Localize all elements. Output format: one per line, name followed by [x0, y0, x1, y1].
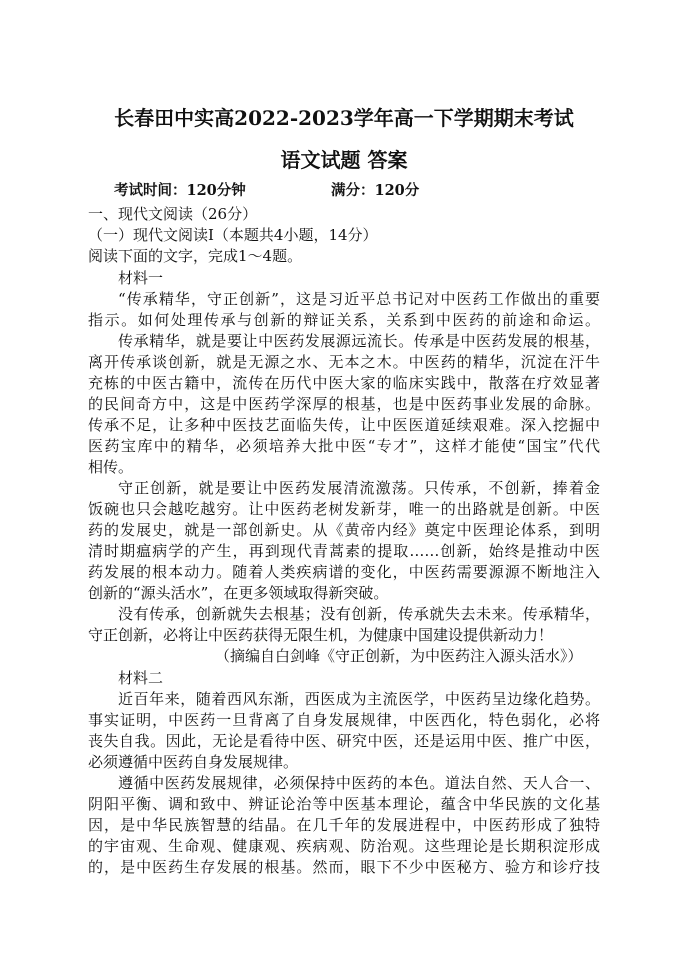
text-line: 守正创新，必将让中医药获得无限生机，为健康中国建设提供新动力！ — [88, 626, 554, 644]
text-line: 的宇宙观、生命观、健康观、疾病观、防治观。这些理论是长期积淀形成 — [88, 837, 600, 855]
document-subtitle: 语文试题 答案 — [280, 148, 408, 172]
text-line: “传承精华，守正创新”，这是习近平总书记对中医药工作做出的重要 — [118, 290, 600, 308]
text-line: 清时期瘟病学的产生，再到现代青蒿素的提取……创新，始终是推动中医 — [88, 542, 600, 560]
text-line: 创新的“源头活水”，在更多领域取得新突破。 — [88, 584, 389, 602]
text-line: 充栋的中医古籍中，流传在历代中医大家的临床实践中，散落在疗效显著 — [88, 374, 600, 392]
text-line: 因，是中华民族智慧的结晶。在几千年的发展进程中，中医药形成了独特 — [88, 816, 600, 834]
subsection-heading: （一）现代文阅读Ⅰ（本题共4小题，14分） — [88, 226, 378, 244]
text-line: 守正创新，就是要让中医药发展清流激荡。只传承，不创新，捧着金 — [118, 479, 600, 497]
text-line: 事实证明，中医药一旦背离了自身发展规律，中医西化，特色弱化，必将 — [88, 711, 600, 729]
text-line: 阴阳平衡、调和致中、辨证论治等中医基本理论，蕴含中华民族的文化基 — [88, 795, 600, 813]
text-line: 丧失自我。因此，无论是看待中医、研究中医，还是运用中医、推广中医， — [88, 732, 600, 750]
text-line: 近百年来，随着西风东渐，西医成为主流医学，中医药呈边缘化趋势。 — [118, 690, 600, 708]
text-line: 必须遵循中医药自身发展规律。 — [88, 753, 299, 771]
text-line: 传承精华，就是要让中医药发展源远流长。传承是中医药发展的根基， — [118, 332, 600, 350]
document-title: 长春田中实高2022-2023学年高一下学期期末考试 — [114, 106, 574, 130]
text-line: 遵循中医药发展规律，必须保持中医药的本色。道法自然、天人合一、 — [118, 774, 600, 792]
material-one-label: 材料一 — [118, 269, 164, 287]
section-heading: 一、现代文阅读（26分） — [88, 205, 258, 223]
text-line: 饭碗也只会越吃越穷。让中医药老树发新芽，唯一的出路就是创新。中医 — [88, 500, 600, 518]
text-line: 指示。如何处理传承与创新的辩证关系，关系到中医药的前途和命运。 — [88, 311, 600, 329]
reading-instruction: 阅读下面的文字，完成1～4题。 — [88, 247, 303, 265]
text-line: 没有传承，创新就失去根基；没有创新，传承就失去未来。传承精华， — [118, 605, 600, 623]
text-line: 医药宝库中的精华，必须培养大批中医“专才”，这样才能使“国宝”代代 — [88, 437, 600, 455]
text-line: 的，是中医药生存发展的根基。然而，眼下不少中医秘方、验方和诊疗技 — [88, 858, 600, 876]
text-line: 离开传承谈创新，就是无源之水、无本之木。中医药的精华，沉淀在汗牛 — [88, 353, 600, 371]
text-line: 传承不足，让多种中医技艺面临失传，让中医医道延续艰难。深入挖掘中 — [88, 416, 600, 434]
exam-time: 考试时间：120分钟 — [114, 182, 246, 199]
material-two-label: 材料二 — [118, 669, 164, 687]
text-line: 的民间奇方中，这是中医药学深厚的根基，也是中医药事业发展的命脉。 — [88, 395, 600, 413]
text-line: 相传。 — [88, 458, 134, 476]
text-line: 药的发展史，就是一部创新史。从《黄帝内经》奠定中医理论体系，到明 — [88, 521, 600, 539]
full-score: 满分：120分 — [331, 182, 420, 199]
text-line: 药发展的根本动力。随着人类疾病谱的变化，中医药需要源源不断地注入 — [88, 563, 600, 581]
source-citation: （摘编自白剑峰《守正创新，为中医药注入源头活水》） — [215, 647, 583, 665]
